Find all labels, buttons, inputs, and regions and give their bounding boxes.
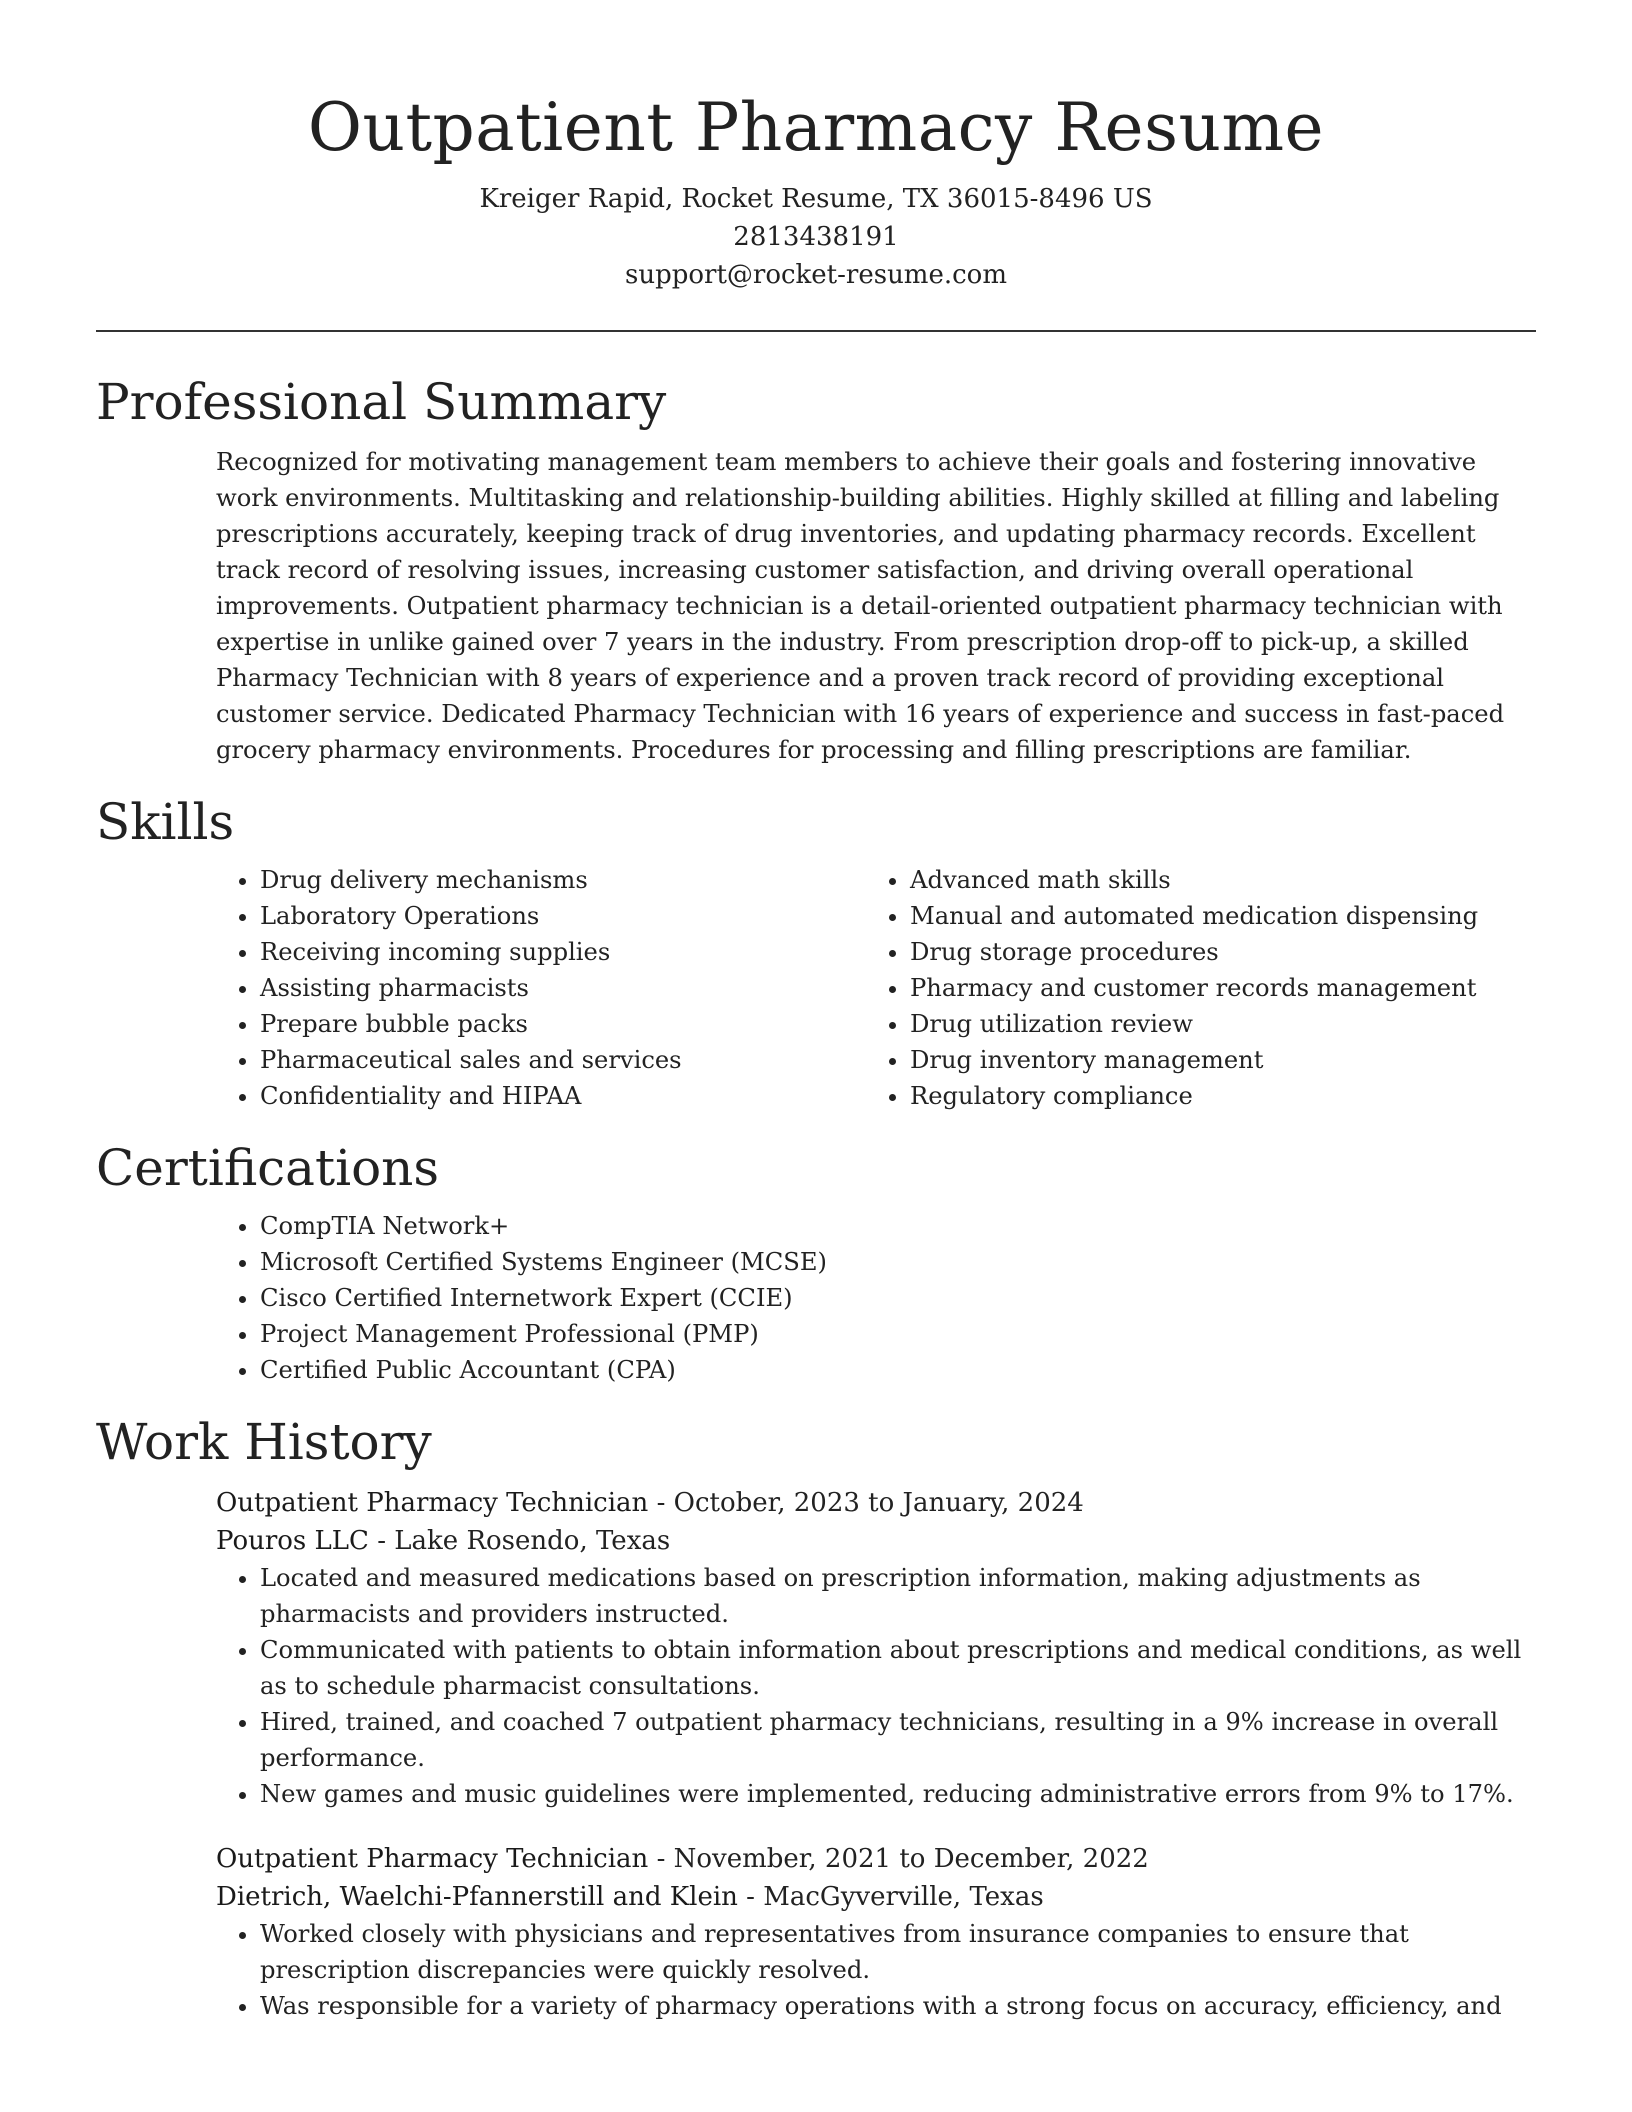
resume-title: Outpatient Pharmacy Resume	[307, 89, 1325, 166]
job-duties-list	[216, 1560, 1536, 1812]
skill-item: • Prepare bubble packs	[260, 1006, 866, 1042]
job-separator: -	[737, 1882, 764, 1912]
skill-item: • Drug inventory management	[910, 1042, 1516, 1078]
job-title-line	[216, 1840, 1536, 1878]
job-title: Outpatient Pharmacy Technician	[216, 1844, 649, 1874]
skills-grid	[216, 862, 1536, 1114]
job-location: Lake Rosendo, Texas	[394, 1526, 671, 1556]
job-company: Pouros LLC	[216, 1526, 369, 1556]
skill-item: • Pharmacy and customer records management	[910, 970, 1516, 1006]
job-entry	[216, 1840, 1536, 2024]
job-title-line	[216, 1484, 1536, 1522]
work-history-section	[96, 1410, 1536, 2024]
skills-column-right	[866, 862, 1516, 1114]
header-divider	[96, 330, 1536, 332]
skills-list-left	[216, 862, 866, 1114]
contact-email: support@rocket-resume.com	[624, 260, 1007, 290]
job-duties-list	[216, 1916, 1536, 2024]
skill-item: • Drug utilization review	[910, 1006, 1516, 1042]
job-separator: -	[368, 1526, 395, 1556]
skill-item: • Receiving incoming supplies	[260, 934, 866, 970]
contact-phone: 2813438191	[733, 222, 899, 252]
certifications-list	[216, 1208, 1536, 1388]
work-history-heading: Work History	[96, 1413, 432, 1471]
certifications-heading: Certifications	[96, 1139, 440, 1197]
skills-list-right	[866, 862, 1516, 1114]
certifications-list-wrap	[216, 1208, 1536, 1388]
skills-section	[96, 790, 1536, 1114]
contact-address: Kreiger Rapid, Rocket Resume, TX 36015-8496 US	[479, 184, 1153, 214]
job-duty: • Communicated with patients to obtain information about prescriptions and medical conditions, as well as to schedule pharmacist consultations.	[260, 1632, 1536, 1704]
resume-header	[96, 0, 1536, 294]
summary-text: Recognized for motivating management team members to achieve their goals and fostering innovative work environments. Multitasking and relationship-building abilities. Highly skilled at filling and labeling prescriptions accurately, keeping track of drug inventories, and updating pharmacy records. Excellent track record of resolving issues, increasing customer satisfaction, and driving overall operational improvements. Outpatient pharmacy technician is a detail-oriented outpatient pharmacy technician with expertise in unlike gained over 7 years in the industry. From prescription drop-off to pick-up, a skilled Pharmacy Technician with 8 years of experience and a proven track record of providing exceptional customer service. Dedicated Pharmacy Technician with 16 years of experience and success in fast-paced grocery pharmacy environments. Procedures for processing and filling prescriptions are familiar.	[216, 448, 1505, 764]
job-company-line	[216, 1878, 1536, 1916]
skill-item: • Laboratory Operations	[260, 898, 866, 934]
skill-item: • Advanced math skills	[910, 862, 1516, 898]
job-company: Dietrich, Waelchi-Pfannerstill and Klein	[216, 1882, 738, 1912]
job-entry	[216, 1484, 1536, 1812]
skill-item: • Pharmaceutical sales and services	[260, 1042, 866, 1078]
skill-item: • Drug storage procedures	[910, 934, 1516, 970]
certification-item: • Microsoft Certified Systems Engineer (MCSE)	[260, 1244, 1536, 1280]
contact-info	[96, 180, 1536, 294]
skill-item: • Drug delivery mechanisms	[260, 862, 866, 898]
summary-section	[96, 370, 1536, 768]
skill-item: • Assisting pharmacists	[260, 970, 866, 1006]
job-duty: • Located and measured medications based on prescription information, making adjustments as pharmacists and providers instructed.	[260, 1560, 1536, 1632]
job-separator: -	[648, 1844, 674, 1874]
job-company-line	[216, 1522, 1536, 1560]
job-location: MacGyverville, Texas	[763, 1882, 1044, 1912]
skill-item: • Confidentiality and HIPAA	[260, 1078, 866, 1114]
skill-item: • Regulatory compliance	[910, 1078, 1516, 1114]
job-title: Outpatient Pharmacy Technician	[216, 1488, 649, 1518]
job-duty: • Was responsible for a variety of pharmacy operations with a strong focus on accuracy, efficiency, and	[260, 1988, 1536, 2024]
certification-item: • Cisco Certified Internetwork Expert (CCIE)	[260, 1280, 1536, 1316]
certification-item: • Project Management Professional (PMP)	[260, 1316, 1536, 1352]
skills-column-left	[216, 862, 866, 1114]
certifications-section	[96, 1136, 1536, 1388]
skills-heading: Skills	[96, 793, 235, 851]
job-dates: November, 2021 to December, 2022	[673, 1844, 1149, 1874]
certification-item: • Certified Public Accountant (CPA)	[260, 1352, 1536, 1388]
summary-heading: Professional Summary	[96, 373, 667, 431]
job-duty: • New games and music guidelines were implemented, reducing administrative errors from 9% to 17%.	[260, 1776, 1536, 1812]
job-dates: October, 2023 to January, 2024	[673, 1488, 1084, 1518]
certification-item: • CompTIA Network+	[260, 1208, 1536, 1244]
job-separator: -	[648, 1488, 674, 1518]
job-duty: • Worked closely with physicians and representatives from insurance companies to ensure that prescription discrepancies were quickly resolved.	[260, 1916, 1536, 1988]
job-duty: • Hired, trained, and coached 7 outpatient pharmacy technicians, resulting in a 9% increase in overall performance.	[260, 1704, 1536, 1776]
skill-item: • Manual and automated medication dispensing	[910, 898, 1516, 934]
